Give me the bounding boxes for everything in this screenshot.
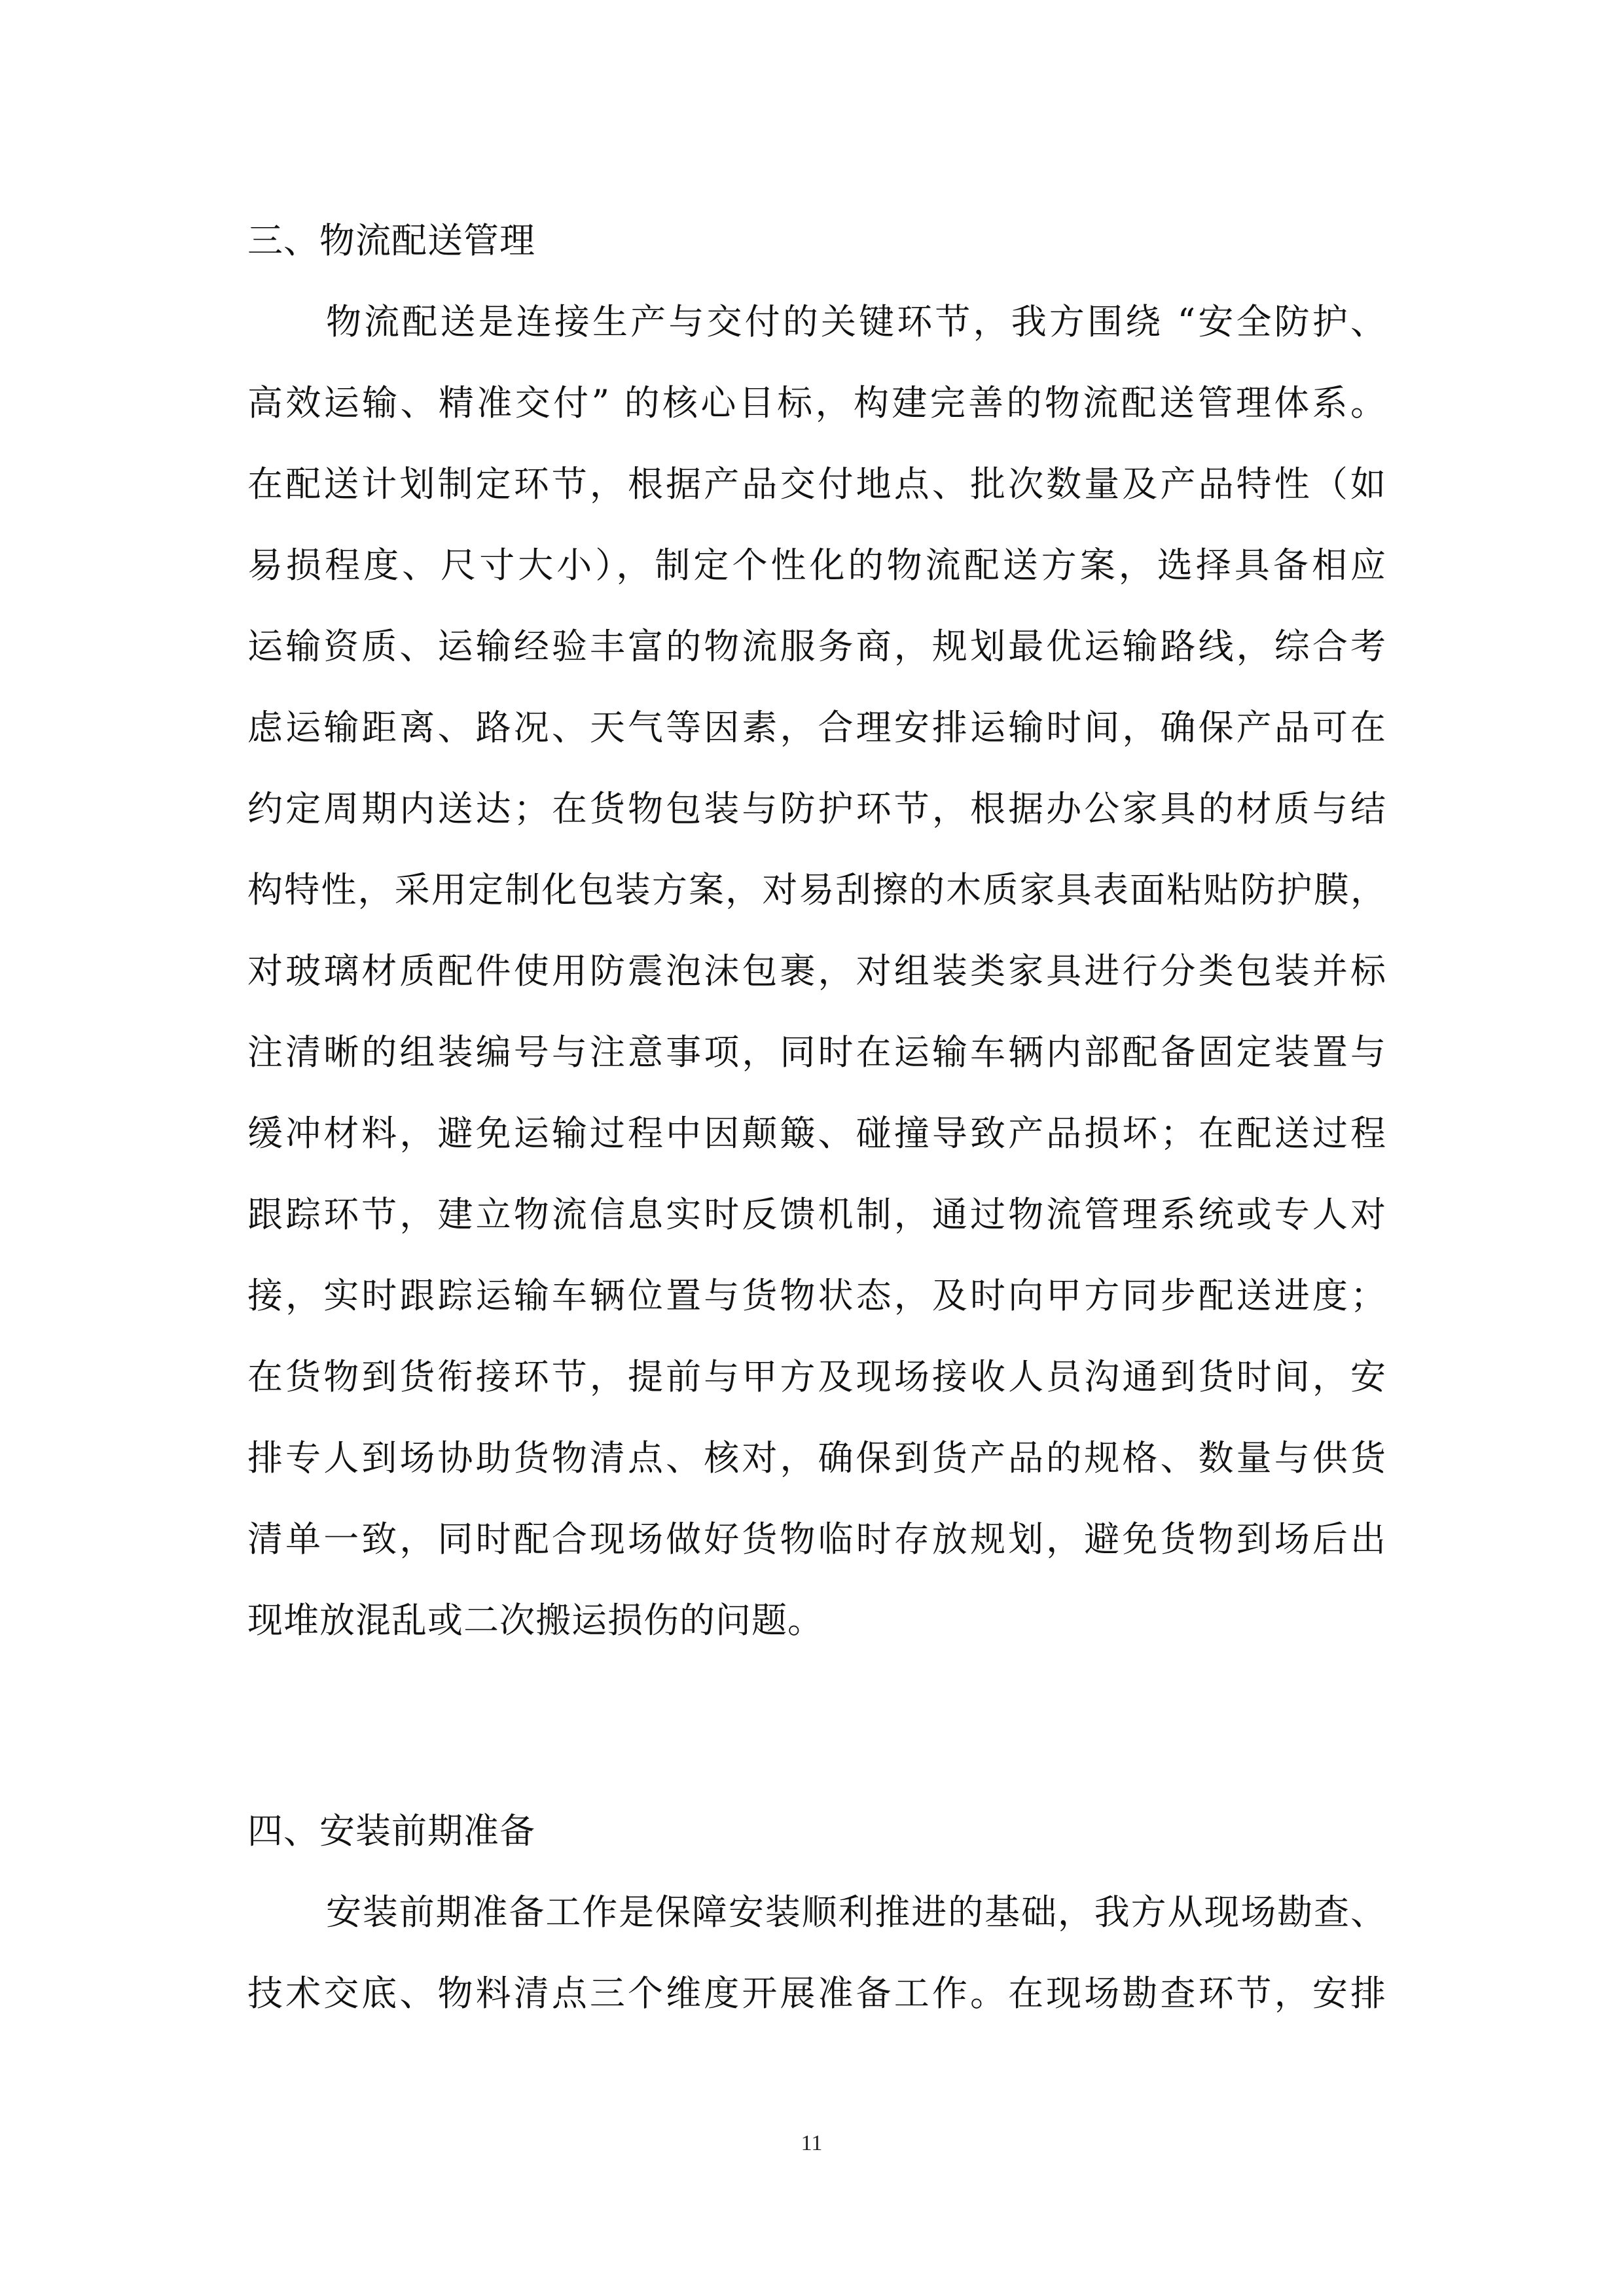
section-3-line-3: 在配送计划制定环节，根据产品交付地点、批次数量及产品特性（如	[247, 463, 1386, 505]
section-3-line-8: 构特性，采用定制化包装方案，对易刮擦的木质家具表面粘贴防护膜，	[247, 869, 1386, 910]
section-3-line-16: 清单一致，同时配合现场做好货物临时存放规划，避免货物到场后出	[247, 1518, 1386, 1560]
section-3-line-5: 运输资质、运输经验丰富的物流服务商，规划最优运输路线，综合考	[247, 626, 1386, 667]
section-3-line-14: 在货物到货衔接环节，提前与甲方及现场接收人员沟通到货时间，安	[247, 1356, 1386, 1397]
section-3-line-9: 对玻璃材质配件使用防震泡沫包裹，对组装类家具进行分类包装并标	[247, 950, 1386, 992]
section-4-heading: 四、安装前期准备	[247, 1810, 535, 1852]
section-3-line-13: 接，实时跟踪运输车辆位置与货物状态，及时向甲方同步配送进度；	[247, 1275, 1386, 1316]
section-4-line-1: 安装前期准备工作是保障安装顺利推进的基础，我方从现场勘查、	[326, 1892, 1386, 1933]
page-number: 11	[801, 2131, 823, 2155]
section-3-line-17: 现堆放混乱或二次搬运损伤的问题。	[247, 1600, 823, 1641]
section-3-line-15: 排专人到场协助货物清点、核对，确保到货产品的规格、数量与供货	[247, 1437, 1386, 1479]
section-3-line-11: 缓冲材料，避免运输过程中因颠簸、碰撞导致产品损坏；在配送过程	[247, 1113, 1386, 1154]
section-3-line-6: 虑运输距离、路况、天气等因素，合理安排运输时间，确保产品可在	[247, 707, 1386, 748]
section-3-line-10: 注清晰的组装编号与注意事项，同时在运输车辆内部配备固定装置与	[247, 1031, 1386, 1073]
section-4-line-2: 技术交底、物料清点三个维度开展准备工作。在现场勘查环节，安排	[247, 1973, 1386, 2014]
section-3-line-1: 物流配送是连接生产与交付的关键环节，我方围绕 “安全防护、	[326, 301, 1386, 342]
section-3-line-4: 易损程度、尺寸大小），制定个性化的物流配送方案，选择具备相应	[247, 545, 1386, 586]
section-3-line-12: 跟踪环节，建立物流信息实时反馈机制，通过物流管理系统或专人对	[247, 1194, 1386, 1235]
section-3-line-2: 高效运输、精准交付” 的核心目标，构建完善的物流配送管理体系。	[247, 382, 1386, 423]
section-3-line-7: 约定周期内送达；在货物包装与防护环节，根据办公家具的材质与结	[247, 788, 1386, 829]
section-3-heading: 三、物流配送管理	[247, 220, 535, 261]
